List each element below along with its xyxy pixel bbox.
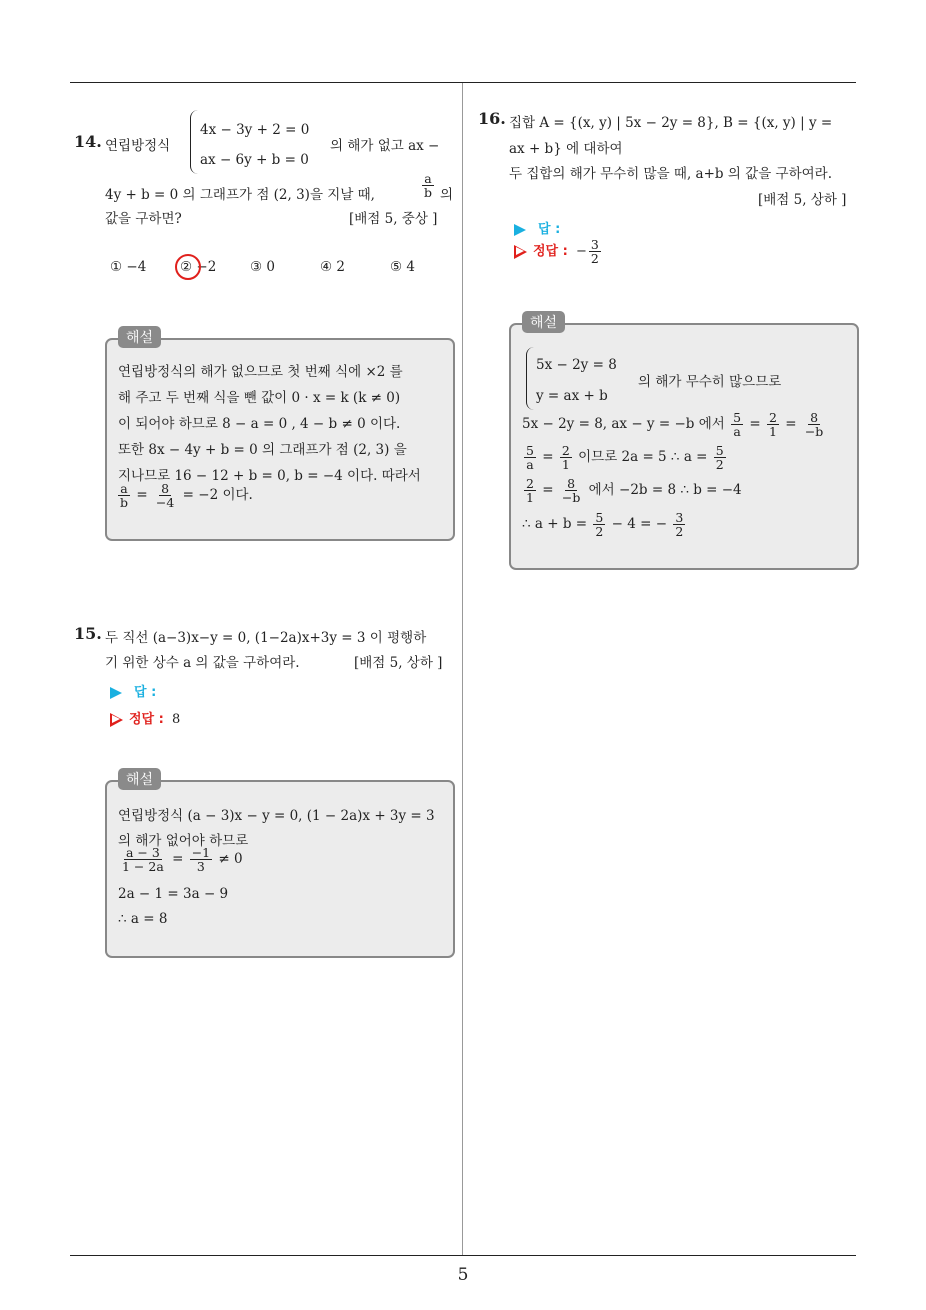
- system-brace: [526, 347, 535, 410]
- correct-answer-line: [514, 238, 603, 265]
- question-number: 14.: [74, 132, 102, 151]
- solution-equation-1: 5x − 2y = 8: [536, 357, 617, 373]
- question-text: ax + b} 에 대하여: [509, 141, 623, 157]
- solution-equation-2: y = ax + b: [536, 388, 608, 404]
- solution-line: 연립방정식의 해가 없으므로 첫 번째 식에 ×2 를: [118, 364, 403, 380]
- correct-value: − $\frac{3}{2}$: [575, 237, 599, 267]
- solution-tag: 해설: [118, 326, 161, 348]
- answer-label: 답 :: [538, 222, 561, 237]
- solution-line: $\frac{a}{b}$ = $\frac{8}{-4}$ = −2 이다.: [120, 481, 253, 511]
- solution-line: 해 주고 두 번째 식을 뺀 값이 0 · x = k (k ≠ 0): [118, 390, 401, 406]
- open-triangle-icon: [514, 245, 527, 259]
- fraction-a-over-b: $\frac{a}{b}$: [424, 171, 433, 201]
- choice-5[interactable]: ⑤ 4: [390, 259, 415, 275]
- choice-3[interactable]: ③ 0: [250, 259, 275, 275]
- question-text: 두 직선 (a−3)x−y = 0, (1−2a)x+3y = 3 이 평행하: [105, 630, 427, 646]
- question-text: 집합 A = {(x, y) | 5x − 2y = 8}, B = {(x, y) | y =: [509, 115, 833, 131]
- solution-line: ∴ a = 8: [118, 911, 168, 927]
- choice-1[interactable]: ① −4: [110, 259, 147, 275]
- choice-4[interactable]: ④ 2: [320, 259, 345, 275]
- question-text: 의: [440, 187, 454, 203]
- correct-answer-line: [110, 708, 180, 727]
- question-text: 의 해가 없고 ax −: [330, 138, 440, 154]
- equation-1: 4x − 3y + 2 = 0: [200, 122, 310, 138]
- solution-line: $\frac{5}{a}$ = $\frac{2}{1}$ 이므로 2a = 5 ∴ a = $\frac{5}{2}$: [526, 443, 724, 473]
- correct-label: 정답 :: [533, 244, 568, 260]
- solution-line: 2a − 1 = 3a − 9: [118, 886, 229, 902]
- solution-tag: 해설: [118, 768, 161, 790]
- correct-value: 8: [171, 712, 181, 727]
- solution-line: ∴ a + b = $\frac{5}{2}$ − 4 = − $\frac{3}{2}$: [522, 510, 684, 540]
- equation-2: ax − 6y + b = 0: [200, 152, 309, 168]
- solution-line: 이 되어야 하므로 8 − a = 0 , 4 − b ≠ 0 이다.: [118, 416, 401, 432]
- question-number: 15.: [74, 624, 102, 643]
- solution-tag: 해설: [522, 311, 565, 333]
- score-label: [배점 5, 중상 ]: [349, 211, 438, 227]
- question-number: 16.: [478, 109, 506, 128]
- question-text: 값을 구하면?: [105, 211, 182, 227]
- selected-answer-circle: [175, 254, 201, 280]
- answer-line: [110, 681, 156, 700]
- question-text: 기 위한 상수 a 의 값을 구하여라.: [105, 655, 300, 671]
- solution-line: 또한 8x − 4y + b = 0 의 그래프가 점 (2, 3) 을: [118, 442, 407, 458]
- bottom-rule: [70, 1255, 856, 1256]
- solution-line: 5x − 2y = 8, ax − y = −b 에서 $\frac{5}{a}$ = $\frac{2}{1}$ = $\frac{8}{-b}$: [522, 410, 824, 440]
- score-label: [배점 5, 상하 ]: [354, 655, 443, 671]
- open-triangle-icon: [110, 713, 123, 727]
- choice-2[interactable]: ② −2: [180, 259, 217, 275]
- solution-line: 지나므로 16 − 12 + b = 0, b = −4 이다. 따라서: [118, 468, 421, 484]
- solution-line: 연립방정식 (a − 3)x − y = 0, (1 − 2a)x + 3y = 3: [118, 808, 435, 824]
- top-rule: [70, 82, 856, 83]
- question-text: 4y + b = 0 의 그래프가 점 (2, 3)을 지날 때,: [105, 187, 375, 203]
- solution-line: $\frac{a - 3}{1 - 2a}$ = $\frac{-1}{3}$ ≠ 0: [122, 845, 243, 875]
- page-number: 5: [457, 1265, 469, 1285]
- solution-line: 의 해가 없어야 하므로: [118, 833, 249, 849]
- play-triangle-icon: [110, 687, 122, 699]
- score-label: [배점 5, 상하 ]: [758, 192, 847, 208]
- column-divider: [462, 83, 463, 1255]
- question-text: 두 집합의 해가 무수히 많을 때, a+b 의 값을 구하여라.: [509, 166, 832, 182]
- answer-line: [514, 218, 560, 237]
- correct-label: 정답 :: [129, 712, 164, 727]
- solution-line: $\frac{2}{1}$ = $\frac{8}{-b}$ 에서 −2b = 8 ∴ b = −4: [526, 476, 742, 506]
- play-triangle-icon: [514, 224, 526, 236]
- answer-label: 답 :: [134, 685, 157, 700]
- question-text: 연립방정식: [105, 138, 171, 154]
- solution-line: 의 해가 무수히 많으므로: [638, 374, 782, 390]
- system-brace: [190, 110, 199, 174]
